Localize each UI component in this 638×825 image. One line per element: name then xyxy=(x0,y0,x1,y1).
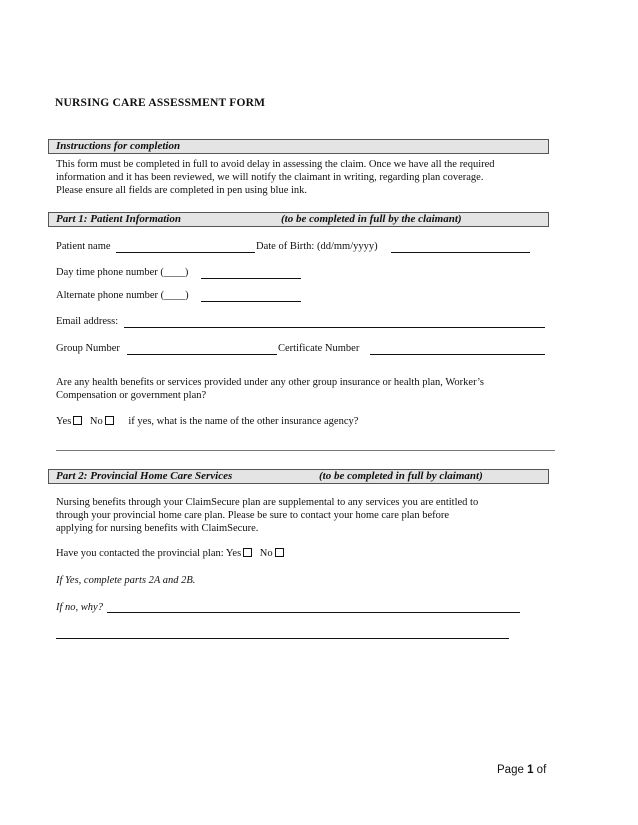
instructions-text xyxy=(56,158,495,197)
certificate-number-field[interactable] xyxy=(370,354,545,355)
day-phone-label: Day time phone number (____) xyxy=(56,267,189,278)
dob-label: Date of Birth: (dd/mm/yyyy) xyxy=(256,241,378,252)
intro-line: applying for nursing benefits with ClaimSecure. xyxy=(56,523,259,534)
patient-name-field[interactable] xyxy=(116,252,255,253)
instructions-line: Please ensure all fields are completed in pen using blue ink. xyxy=(56,185,308,196)
provincial-plan-row xyxy=(56,548,284,559)
part2-intro xyxy=(56,496,478,535)
provincial-yes-checkbox[interactable] xyxy=(243,548,252,557)
contacted-plan-label: Have you contacted the provincial plan: Yes xyxy=(56,548,242,559)
if-no-label: If no, why? xyxy=(56,602,103,613)
page-number-value: 1 xyxy=(527,764,534,776)
question-line: Are any health benefits or services provided under any other group insurance or health plan, Worker’s xyxy=(56,377,484,388)
yes-checkbox[interactable] xyxy=(73,416,82,425)
instructions-line: This form must be completed in full to avoid delay in assessing the claim. Once we have all the required xyxy=(56,159,495,170)
intro-line: through your provincial home care plan. Please be sure to contact your home care plan before xyxy=(56,510,450,521)
form-title: NURSING CARE ASSESSMENT FORM xyxy=(55,97,266,109)
group-number-label: Group Number xyxy=(56,343,120,354)
of-word: of xyxy=(536,764,547,776)
part2-note: (to be completed in full by claimant) xyxy=(319,470,483,482)
yes-label: Yes xyxy=(56,416,72,427)
if-no-reason-field[interactable] xyxy=(107,612,520,613)
question-line: Compensation or government plan? xyxy=(56,390,207,401)
page-number xyxy=(497,764,546,776)
email-field[interactable] xyxy=(124,327,545,328)
other-agency-question: if yes, what is the name of the other insurance agency? xyxy=(128,416,359,427)
no-label: No xyxy=(89,416,103,427)
part1-header xyxy=(48,212,549,227)
patient-name-label: Patient name xyxy=(56,241,111,252)
part2-heading: Part 2: Provincial Home Care Services xyxy=(56,470,233,482)
group-number-field[interactable] xyxy=(127,354,277,355)
email-label: Email address: xyxy=(56,316,119,327)
instructions-line: information and it has been reviewed, we will notify the claimant in writing, regarding plan coverage. xyxy=(56,172,484,183)
provincial-no-label: No xyxy=(259,548,273,559)
page-word: Page xyxy=(497,764,524,776)
alt-phone-field[interactable] xyxy=(201,301,301,302)
if-no-reason-field-line2[interactable] xyxy=(56,638,509,639)
dob-field[interactable] xyxy=(391,252,530,253)
part1-note: (to be completed in full by the claimant) xyxy=(281,213,462,225)
provincial-no-checkbox[interactable] xyxy=(275,548,284,557)
other-insurance-answer-row xyxy=(56,416,358,427)
certificate-number-label: Certificate Number xyxy=(278,343,360,354)
instructions-header xyxy=(48,139,549,154)
intro-line: Nursing benefits through your ClaimSecure plan are supplemental to any services you are entitled to xyxy=(56,497,479,508)
part1-heading: Part 1: Patient Information xyxy=(56,213,181,225)
if-yes-instruction: If Yes, complete parts 2A and 2B. xyxy=(56,575,196,586)
alt-phone-label: Alternate phone number (____) xyxy=(56,290,189,301)
no-checkbox[interactable] xyxy=(105,416,114,425)
part2-header xyxy=(48,469,549,484)
day-phone-field[interactable] xyxy=(201,278,301,279)
instructions-heading: Instructions for completion xyxy=(56,140,181,152)
other-insurance-question xyxy=(56,376,484,402)
section-divider xyxy=(56,450,555,451)
